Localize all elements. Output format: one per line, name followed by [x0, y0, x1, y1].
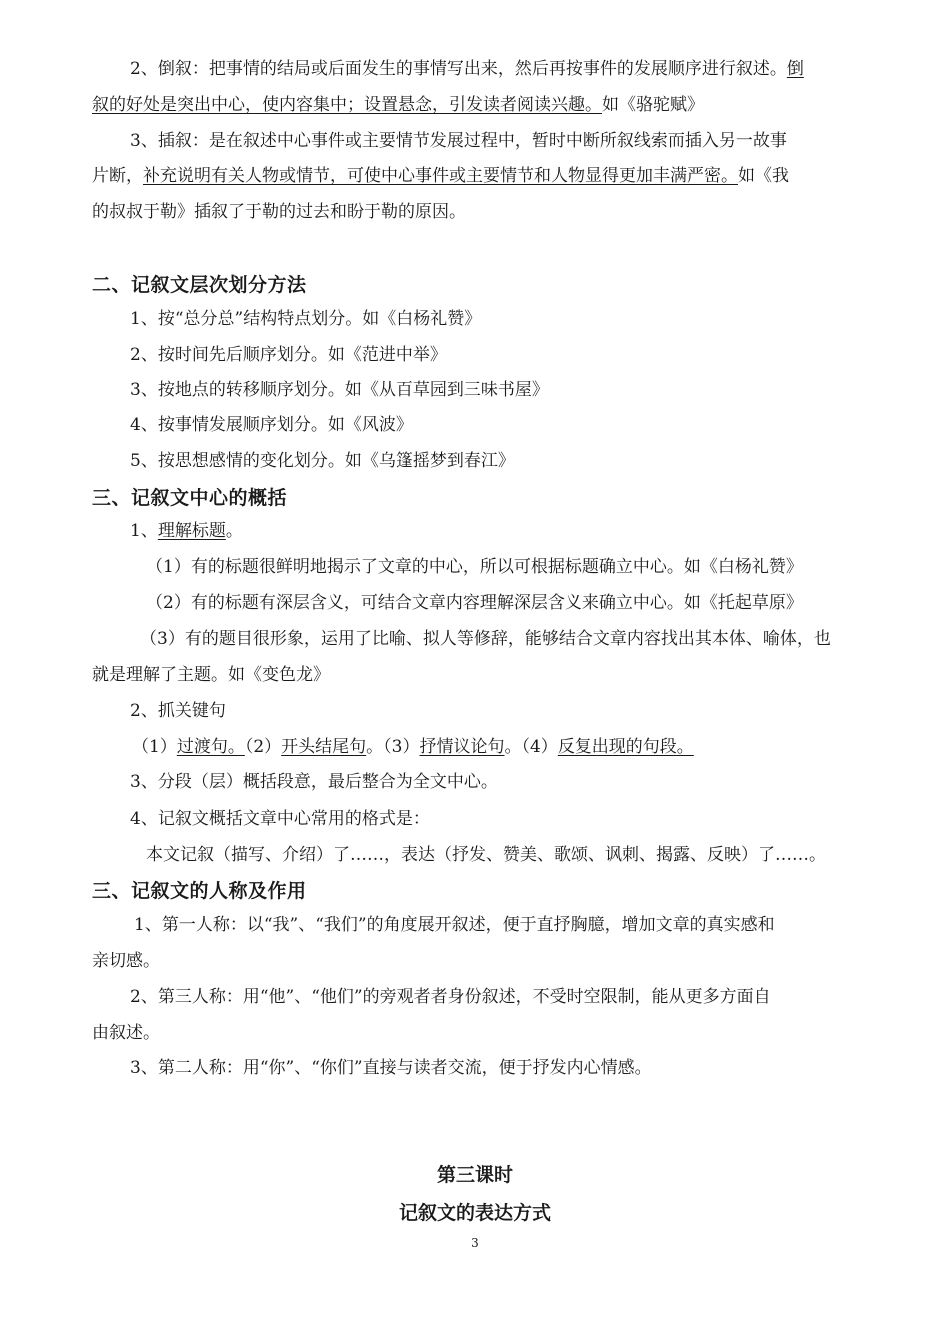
- central-item-1-suffix: 。: [225, 521, 243, 541]
- central-item-2: 2、抓关键句: [130, 701, 226, 721]
- daoxu-underlined-benefit: 叙的好处是突出中心，使内容集中；设置悬念，引发读者阅读兴趣。: [92, 95, 602, 115]
- levels-item-2: 2、按时间先后顺序划分。如《范进中举》: [130, 345, 447, 365]
- daoxu-underlined-start: 倒: [786, 59, 804, 79]
- levels-item-4: 4、按事情发展顺序划分。如《风波》: [130, 415, 413, 435]
- chaxu-line-3: [92, 199, 466, 225]
- chaxu-example-start: 如《我: [738, 166, 789, 186]
- central-sub-1: （1）有的标题很鲜明地揭示了文章的中心，所以可根据标题确立中心。如《白杨礼赞》: [146, 557, 803, 577]
- key-transition: 过渡句。: [176, 737, 245, 757]
- person-first-line-2: 亲切感。: [92, 951, 160, 971]
- section-heading-person: 三、记叙文的人称及作用: [92, 880, 307, 902]
- key-p2: （2）: [244, 737, 282, 757]
- person-second: 3、第二人称：用“你”、“你们”直接与读者交流，便于抒发内心情感。: [130, 1058, 652, 1078]
- levels-item-3: 3、按地点的转移顺序划分。如《从百草园到三味书屋》: [130, 380, 549, 400]
- chaxu-line-1: [130, 128, 787, 154]
- section-heading-levels: 二、记叙文层次划分方法: [92, 274, 307, 296]
- key-opening-ending: 开头结尾句: [281, 737, 367, 757]
- chaxu-text-start: 片断，: [92, 166, 143, 186]
- lesson-title: 第三课时: [436, 1164, 513, 1186]
- person-third-line-1: 2、第三人称：用“他”、“他们”的旁观者者身份叙述，不受时空限制，能从更多方面自: [130, 987, 771, 1007]
- chaxu-example-end: 的叔叔于勒》插叙了于勒的过去和盼于勒的原因。: [92, 202, 466, 222]
- key-repeated: 反复出现的句段。: [557, 737, 694, 757]
- key-p4: 。（4）: [504, 737, 558, 757]
- lesson-subtitle: 记叙文的表达方式: [398, 1202, 551, 1224]
- person-first-line-1: 1、第一人称：以“我”、“我们”的角度展开叙述，便于直抒胸臆，增加文章的真实感和: [134, 915, 775, 935]
- key-p1: （1）: [132, 737, 177, 757]
- page-number: 3: [471, 1236, 479, 1250]
- levels-item-1: 1、按“总分总”结构特点划分。如《白杨礼赞》: [130, 309, 482, 329]
- central-sub-3-line-2: 就是理解了主题。如《变色龙》: [92, 665, 330, 685]
- key-lyric-argument: 抒情议论句: [419, 737, 505, 757]
- central-item-1-underlined: 理解标题: [157, 521, 226, 541]
- person-third-line-2: 由叙述。: [92, 1023, 160, 1043]
- central-item-4: 4、记叙文概括文章中心常用的格式是：: [130, 809, 430, 829]
- key-sentence-types: [132, 734, 694, 760]
- chaxu-line-2: [92, 163, 789, 189]
- central-item-3: 3、分段（层）概括段意，最后整合为全文中心。: [130, 772, 498, 792]
- key-p3: 。（3）: [366, 737, 420, 757]
- section-heading-central-idea: 三、记叙文中心的概括: [92, 487, 288, 509]
- central-sub-3-line-1: （3）有的题目很形象，运用了比喻、拟人等修辞，能够结合文章内容找出其本体、喻体，也: [140, 629, 831, 649]
- chaxu-underlined-benefit: 补充说明有关人物或情节，可使中心事件或主要情节和人物显得更加丰满严密。: [143, 166, 738, 186]
- daoxu-line-1: [130, 56, 804, 82]
- daoxu-line-2: [92, 92, 704, 118]
- central-sub-2: （2）有的标题有深层含义，可结合文章内容理解深层含义来确立中心。如《托起草原》: [146, 593, 803, 613]
- central-item-1: [130, 518, 243, 544]
- central-item-1-prefix: 1、: [130, 521, 158, 541]
- chaxu-text: 3、插叙：是在叙述中心事件或主要情节发展过程中，暂时中断所叙线索而插入另一故事: [130, 131, 787, 151]
- central-format: 本文记叙（描写、介绍）了……，表达（抒发、赞美、歌颂、讽刺、揭露、反映）了……。: [146, 845, 826, 865]
- daoxu-example: 如《骆驼赋》: [602, 95, 704, 115]
- levels-item-5: 5、按思想感情的变化划分。如《乌篷摇梦到春江》: [130, 451, 515, 471]
- daoxu-text: 2、倒叙：把事情的结局或后面发生的事情写出来，然后再按事件的发展顺序进行叙述。: [130, 59, 787, 79]
